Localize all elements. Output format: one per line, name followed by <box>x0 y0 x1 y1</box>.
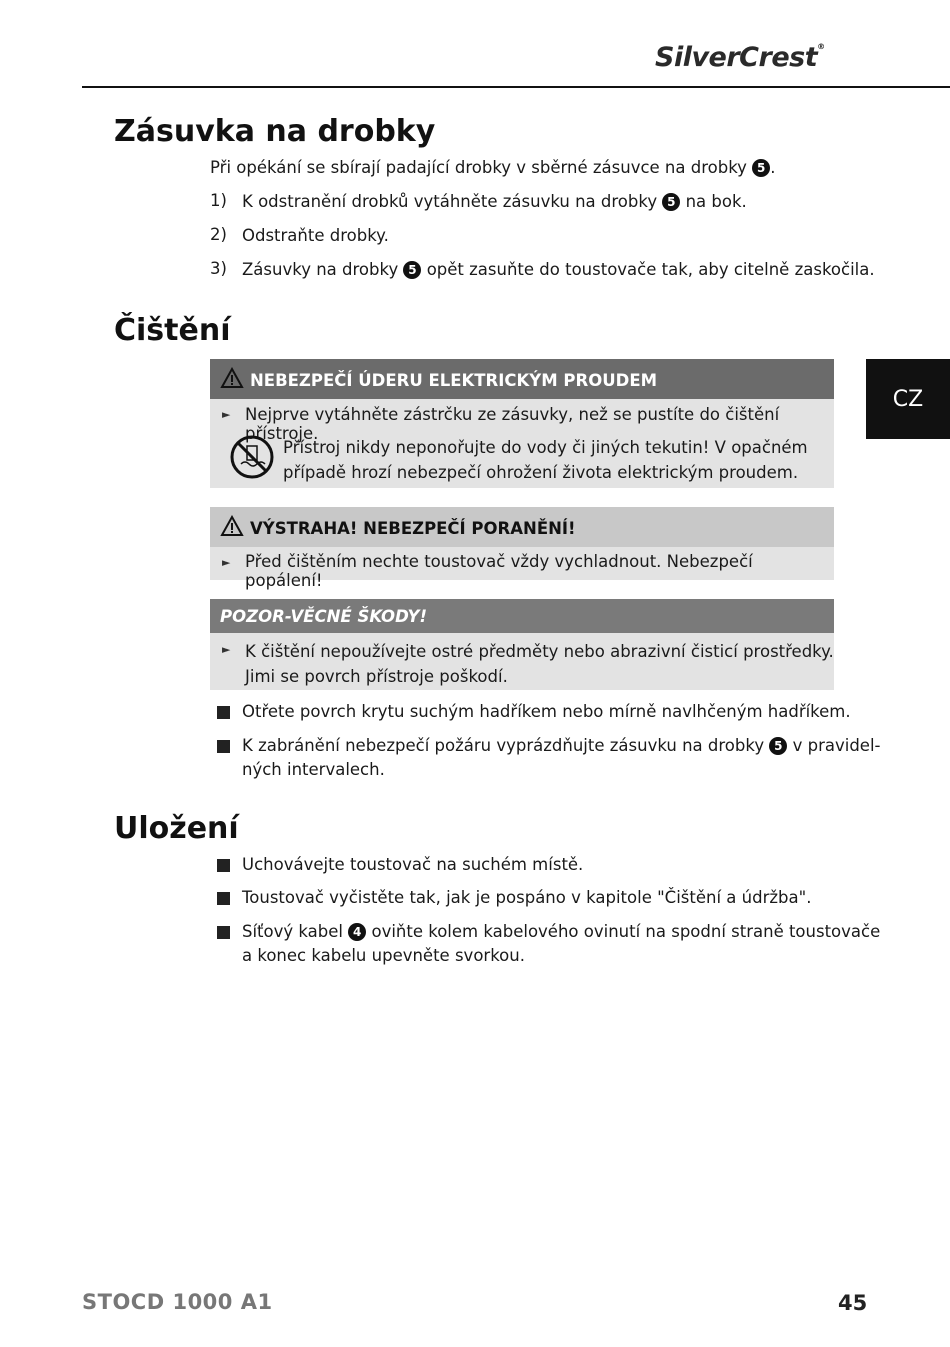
step-number: 1) <box>210 191 227 210</box>
ref-circle: 5 <box>662 193 680 211</box>
list-item: Uchovávejte toustovač na suchém místě. <box>242 855 584 874</box>
language-tab: CZ <box>866 359 950 439</box>
warning-triangle-icon <box>220 367 244 393</box>
danger-title: NEBEZPEČÍ ÚDERU ELEKTRICKÝM PROUDEM <box>250 371 658 390</box>
danger-text: Nejprve vytáhněte zástrčku ze zásuvky, než se pustíte do čištění přístroje. <box>245 405 780 443</box>
list-item: Otřete povrch krytu suchým hadříkem nebo mírně navlhčeným hadříkem. <box>242 702 851 721</box>
header-rule <box>82 86 950 88</box>
brand-logo: SilverCrest® <box>655 42 825 73</box>
warning-title: VÝSTRAHA! NEBEZPEČÍ PORANĚNÍ! <box>250 519 576 538</box>
arrow-bullet-icon: ► <box>222 556 231 569</box>
warning-text: Před čištěním nechte toustovač vždy vychladnout. Nebezpečí popálení! <box>245 552 753 590</box>
square-bullet-icon <box>217 740 230 753</box>
list-item: Síťový kabel 4 oviňte kolem kabelového ovinutí na spodní straně toustovače a konec kabelu upevněte svorkou. <box>242 922 881 965</box>
step-text: Odstraňte drobky. <box>242 226 389 245</box>
arrow-bullet-icon: ► <box>222 643 231 656</box>
arrow-bullet-icon: ► <box>222 408 231 421</box>
intro-paragraph: Při opékání se sbírají padající drobky v sběrné zásuvce na drobky 5 . <box>210 158 776 177</box>
danger-box-header <box>210 359 834 399</box>
no-immersion-icon <box>229 434 275 484</box>
ref-circle: 5 <box>752 159 770 177</box>
step-number: 2) <box>210 225 227 244</box>
danger-immersion-text: Přístroj nikdy neponořujte do vody či jiných tekutin! V opačném případě hrozí nebezpečí ohrožení života elektrickým proudem. <box>283 438 808 482</box>
section-title-cleaning: Čištění <box>114 313 231 348</box>
section-title-crumb-tray: Zásuvka na drobky <box>114 114 436 149</box>
ref-circle: 4 <box>348 923 366 941</box>
list-item: K zabránění nebezpečí požáru vyprázdňujte zásuvku na drobky 5 v pravidel- ných intervalech. <box>242 736 881 779</box>
warning-box-body <box>210 547 834 590</box>
page-number: 45 <box>838 1291 868 1315</box>
warning-triangle-icon <box>220 515 244 541</box>
ref-circle: 5 <box>403 261 421 279</box>
footer-model-number: STOCD 1000 A1 <box>82 1290 273 1314</box>
warning-box-header <box>210 507 834 547</box>
step-text: K odstranění drobků vytáhněte zásuvku na drobky 5 na bok. <box>242 192 747 211</box>
square-bullet-icon <box>217 892 230 905</box>
square-bullet-icon <box>217 706 230 719</box>
step-number: 3) <box>210 259 227 278</box>
caution-box-header <box>210 599 834 633</box>
list-item: Toustovač vyčistěte tak, jak je pospáno v kapitole "Čištění a údržba". <box>242 888 812 907</box>
caution-title: POZOR-VĚCNÉ ŠKODY! <box>220 607 427 626</box>
caution-box-body <box>210 633 834 690</box>
step-text: Zásuvky na drobky 5 opět zasuňte do toustovače tak, aby citelně zaskočila. <box>242 260 875 279</box>
section-title-storage: Uložení <box>114 811 239 846</box>
square-bullet-icon <box>217 926 230 939</box>
square-bullet-icon <box>217 859 230 872</box>
danger-box-body <box>210 399 834 488</box>
caution-text: K čištění nepoužívejte ostré předměty nebo abrazivní čisticí prostředky. Jimi se povrch přístroje poškodí. <box>245 642 834 686</box>
ref-circle: 5 <box>769 737 787 755</box>
